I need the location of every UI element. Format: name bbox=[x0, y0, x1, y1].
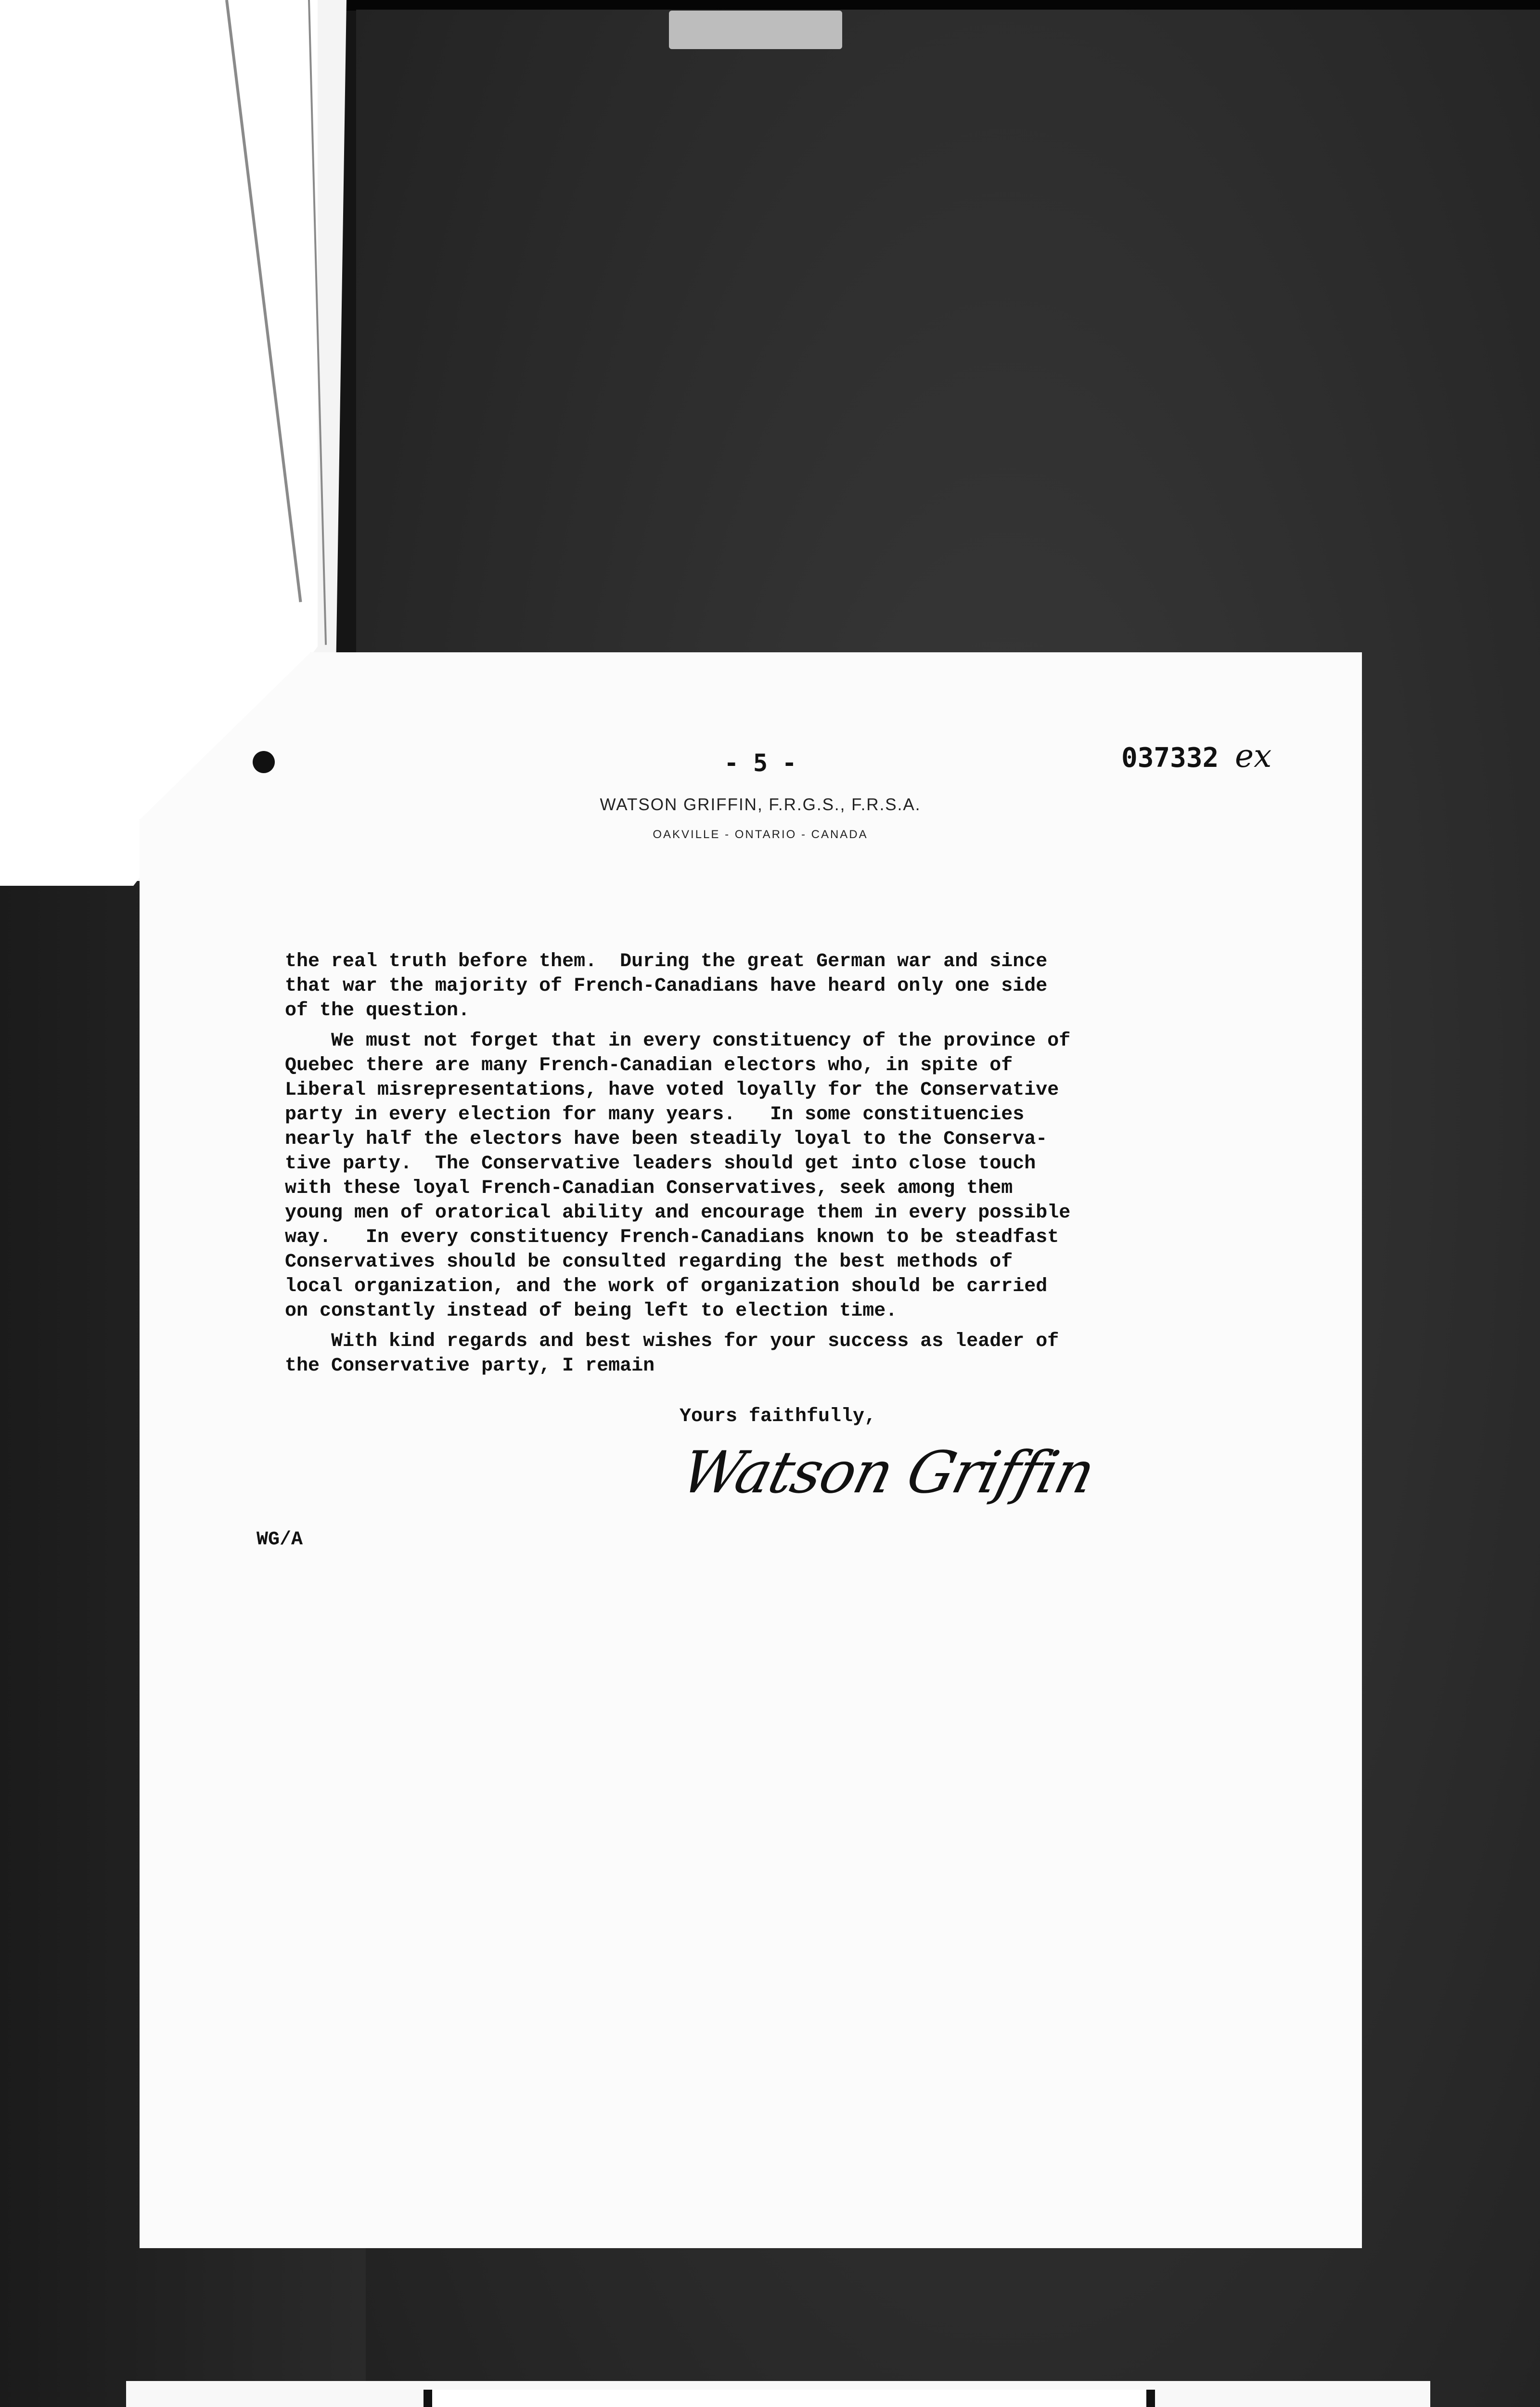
reference-number-digits: 037332 bbox=[1121, 742, 1219, 774]
page-number: - 5 - bbox=[724, 749, 797, 777]
letterhead-name: WATSON GRIFFIN, F.R.G.S., F.R.S.A. bbox=[600, 795, 921, 814]
reference-number bbox=[1121, 738, 1271, 775]
binder-clip bbox=[669, 11, 842, 49]
body-paragraph-3: With kind regards and best wishes for your success as leader of the Conservative party, I remain bbox=[285, 1331, 1059, 1377]
letterhead-place: OAKVILLE - ONTARIO - CANADA bbox=[653, 828, 868, 841]
body-paragraph-2: We must not forget that in every constituency of the province of Quebec there are many French-Canadian electors who, in spite of Liberal misrepresentations, have voted loyally for the Conservative party in every election for many years. In some constituencies nearly half the electors have been steadily loyal to the Conserva- tive party. The Conservative leaders should get into close touch with these loyal French-Canadian Conservatives, seek among them young men of oratorical ability and encourage them in every possible way. In every constituency French-Canadians known to be steadfast Conservatives should be consulted regarding the best methods of local organization, and the work of organization should be carried on constantly instead of being left to election time. bbox=[285, 1030, 1071, 1322]
handwritten-signature: Watson Griffin bbox=[675, 1439, 1101, 1506]
series-strip bbox=[424, 2390, 1155, 2407]
reference-number-suffix: ex bbox=[1235, 738, 1272, 775]
complimentary-closing: Yours faithfully, bbox=[680, 1406, 876, 1427]
body-paragraph-1: the real truth before them. During the great German war and since that war the majority of French-Canadians have heard only one side of the question. bbox=[285, 951, 1048, 1022]
letter-body bbox=[285, 949, 1286, 1384]
typist-initials: WG/A bbox=[257, 1529, 303, 1551]
punch-hole bbox=[253, 751, 275, 773]
